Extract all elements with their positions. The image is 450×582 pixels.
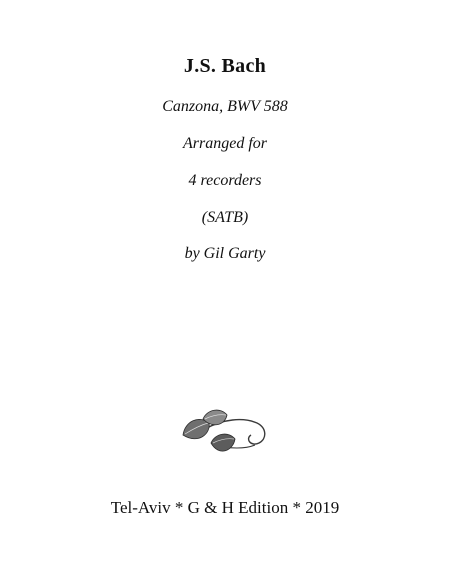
leaf-vine-ornament-icon (175, 405, 275, 463)
leaf-left (183, 419, 209, 438)
voicing: (SATB) (201, 209, 249, 226)
composer-name: J.S. Bach (183, 55, 267, 77)
arranger-name: by Gil Garty (184, 245, 266, 262)
edition-footer: Tel-Aviv * G & H Edition * 2019 (110, 498, 340, 517)
leaf-bottom (211, 434, 235, 451)
instrumentation: 4 recorders (188, 172, 262, 189)
work-title: Canzona, BWV 588 (162, 98, 288, 115)
arranged-for-label: Arranged for (183, 135, 267, 152)
